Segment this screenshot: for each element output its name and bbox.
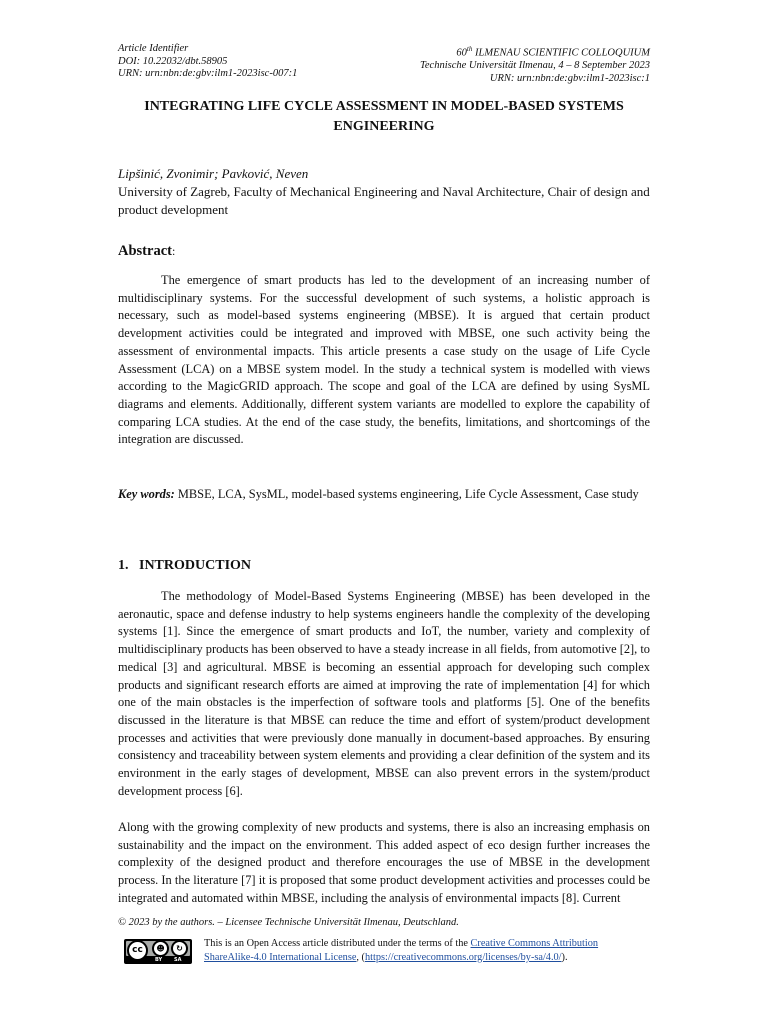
attribution-icon: ☻ [152,940,169,957]
license-link[interactable]: Creative Commons Attribution ShareAlike-4.0 International License [204,938,599,963]
colloquium-block [420,43,650,85]
paper-page [118,0,650,1024]
authors: Lipšinić, Zvonimir; Pavković, Neven [118,166,309,181]
section-number: 1. [118,558,129,573]
open-access-notice [204,937,650,965]
section-title: INTRODUCTION [139,558,252,573]
article-identifier-block [118,43,297,81]
sa-label: SA [174,957,182,963]
intro-paragraph-2: Along with the growing complexity of new products and systems, there is also an increasing emphasis on sustainability and the impact on the environment. This added aspect of eco design further increases the complexity of the designed product and therefore encourages the use of MBSE in the development process. In the literature [7] it is proposed that some product development activities and processes could be integrated and automated within MBSE, including the analysis of environmental impacts [8]. Current [118,820,650,905]
urn-line-right: URN: urn:nbn:de:gbv:ilm1-2023isc:1 [489,72,650,84]
paper-title: INTEGRATING LIFE CYCLE ASSESSMENT IN MODEL-BASED SYSTEMS ENGINEERING [144,99,624,134]
colloquium-name: ILMENAU SCIENTIFIC COLLOQUIUM [472,47,650,59]
affiliation: University of Zagreb, Faculty of Mechanical Engineering and Naval Architecture, Chair of design and product development [118,184,650,217]
abstract-heading-colon: : [171,244,176,258]
abstract-heading-text: Abstract [118,243,172,259]
article-identifier-label: Article Identifier [118,43,189,54]
urn-line-left: URN: urn:nbn:de:gbv:ilm1-2023isc-007:1 [118,68,298,79]
section-heading-introduction [118,558,251,574]
cc-by-sa-badge[interactable] [124,939,192,964]
copyright-notice: © 2023 by the authors. – Licensee Technische Universität Ilmenau, Deutschland. [118,917,459,928]
keywords-text: MBSE, LCA, SysML, model-based systems engineering, Life Cycle Assessment, Case study [174,487,639,501]
intro-paragraph-1: The methodology of Model-Based Systems Engineering (MBSE) has been developed in the aeronautic, space and defense industry to help systems engineers handle the complexity of the developing systems [1]. Since the emergence of smart products and IoT, the number, variety and complexity of multidisciplinary products has been observed to have a steady increase in all fields, from automotive [2], to medical [3] and agricultural. MBSE is becoming an essential approach for developing such complex products and significant research efforts are aimed at improving the rate of implementation [4] for which one of the main obstacles is the imperfection of software tools and platforms [5]. One of the benefits discussed in the literature is that MBSE can reduce the time and effort of system/product development processes and activities that were previously done manually in document-based approaches. By ensuring consistency and traceability between system elements and providing a clear definition of the system and its environment in the early stages of development, MBSE can also prevent errors in the system/product development process [6]. [118,589,650,798]
keywords-label: Key words: [118,487,175,501]
keywords [118,486,650,504]
cc-icon: cc [127,940,148,961]
colloquium-venue: Technische Universität Ilmenau, 4 – 8 September 2023 [420,60,650,71]
colloquium-ordinal: th [466,45,473,53]
share-alike-icon: ↻ [171,940,188,957]
abstract-heading [118,243,175,260]
colloquium-title [420,43,650,60]
abstract-text: The emergence of smart products has led to the development of an increasing number of multidisciplinary systems. For the successful development of such systems, a holistic approach is necessary, such as model-based systems engineering (MBSE). It is argued that certain product development activities could be integrated and improved with MBSE, one such activity being the assessment of environmental impacts. This article presents a case study on the usage of Life Cycle Assessment (LCA) on a MBSE system model. In the study a technical system is modelled with views according to the MagicGRID approach. The scope and goal of the LCA are defined by using SysML diagrams and elements. Additionally, different system variants are modelled to explore the capability of comparing LCA studies. At the end of the case study, the benefits, limitations, and shortcomings of the integration are discussed. [118,273,650,447]
oa-middle: , ( [356,952,365,963]
oa-prefix: This is an Open Access article distributed under the terms of the [204,938,471,949]
by-label: BY [155,957,163,963]
doi-line: DOI: 10.22032/dbt.58905 [118,55,228,67]
colloquium-number: 60 [456,47,467,59]
license-url-link[interactable]: https://creativecommons.org/licenses/by-sa/4.0/ [364,952,562,963]
oa-suffix: ). [561,952,568,963]
